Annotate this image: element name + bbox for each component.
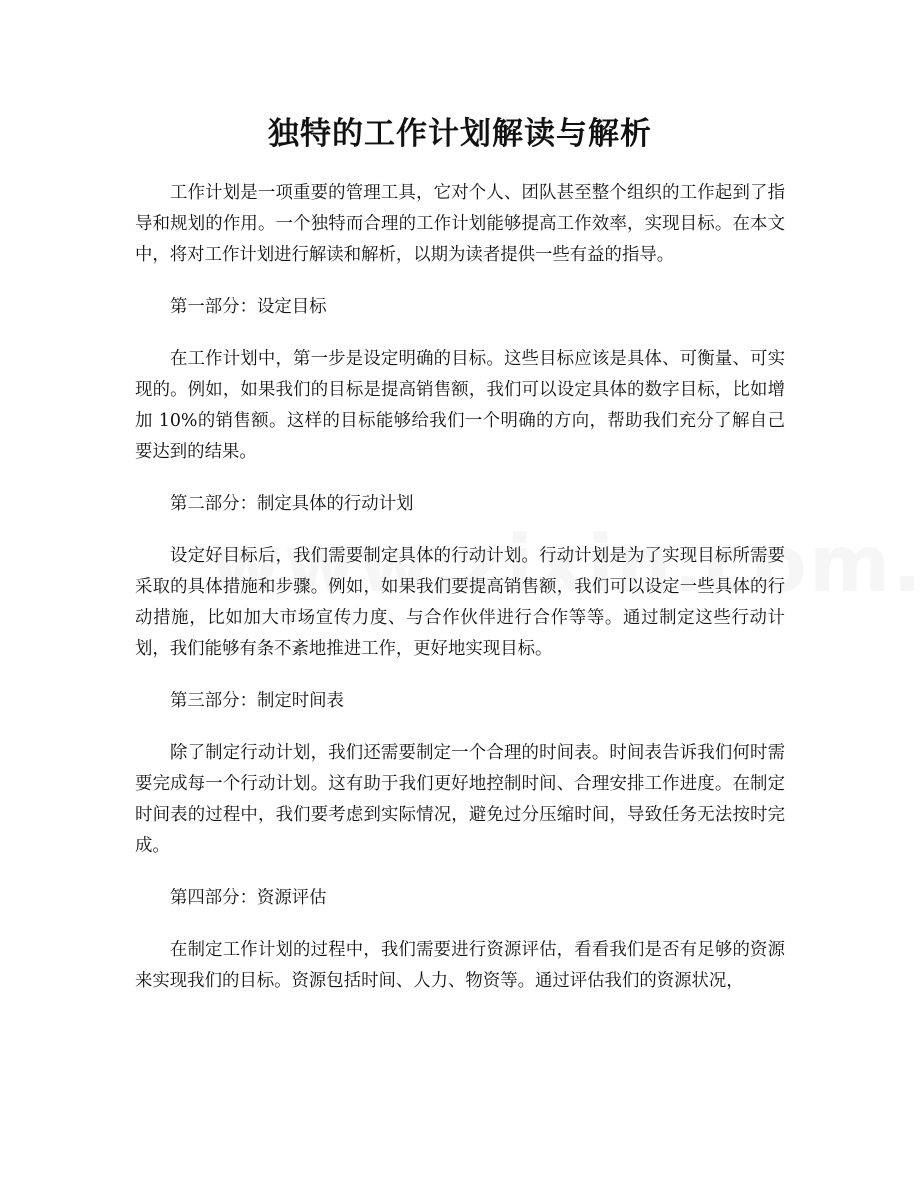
document-body <box>135 178 785 1018</box>
section-paragraph-4: 在制定工作计划的过程中，我们需要进行资源评估，看看我们是否有足够的资源来实现我们的目标。资源包括时间、人力、物资等。通过评估我们的资源状况， <box>135 940 785 991</box>
section-paragraph-2: 设定好目标后，我们需要制定具体的行动计划。行动计划是为了实现目标所需要采取的具体措施和步骤。例如，如果我们要提高销售额，我们可以设定一些具体的行动措施，比如加大市场宣传力度、与合作伙伴进行合作等等。通过制定这些行动计划，我们能够有条不紊地推进工作，更好地实现目标。 <box>135 546 785 659</box>
page-title: 独特的工作计划解读与解析 <box>268 116 652 152</box>
intro-paragraph: 工作计划是一项重要的管理工具，它对个人、团队甚至整个组织的工作起到了指导和规划的作用。一个独特而合理的工作计划能够提高工作效率，实现目标。在本文中，将对工作计划进行解读和解析，以期为读者提供一些有益的指导。 <box>135 183 785 265</box>
section-heading-1: 第一部分：设定目标 <box>170 297 327 317</box>
section-heading-2: 第二部分：制定具体的行动计划 <box>170 494 414 514</box>
section-heading-3: 第三部分：制定时间表 <box>170 691 344 711</box>
section-paragraph-1: 在工作计划中，第一步是设定明确的目标。这些目标应该是具体、可衡量、可实现的。例如，如果我们的目标是提高销售额，我们可以设定具体的数字目标，比如增加 10%的销售额。这样的目标能够给我们一个明确的方向，帮助我们充分了解自己要达到的结果。 <box>135 349 785 462</box>
section-paragraph-3: 除了制定行动计划，我们还需要制定一个合理的时间表。时间表告诉我们何时需要完成每一个行动计划。这有助于我们更好地控制时间、合理安排工作进度。在制定时间表的过程中，我们要考虑到实际情况，避免过分压缩时间，导致任务无法按时完成。 <box>135 743 785 856</box>
section-heading-4: 第四部分：资源评估 <box>170 888 327 908</box>
